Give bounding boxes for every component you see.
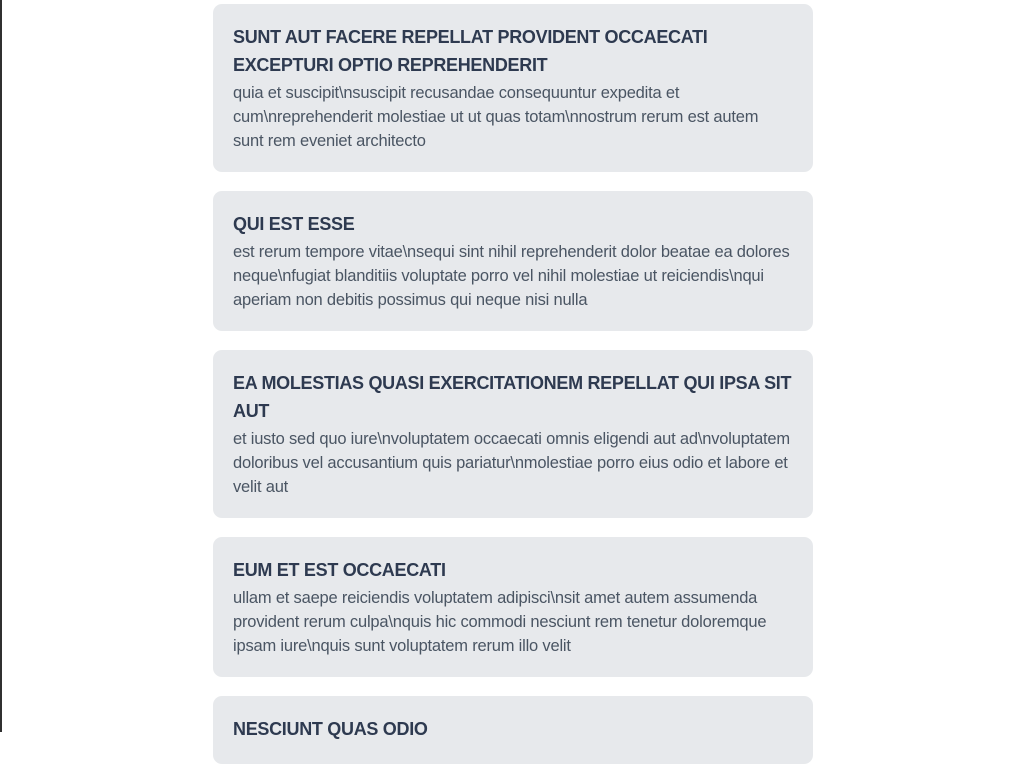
post-card	[213, 696, 813, 764]
post-title: QUI EST ESSE	[233, 214, 355, 234]
post-title: NESCIUNT QUAS ODIO	[233, 719, 428, 739]
post-body: est rerum tempore vitae\nsequi sint nihil reprehenderit dolor beatae ea dolores neque\nfugiat blanditiis voluptate porro vel nihil molestiae ut reiciendis\nqui aperiam non debitis possimus qui neque nisi nulla	[233, 243, 790, 309]
post-card	[213, 537, 813, 677]
post-title: EUM ET EST OCCAECATI	[233, 560, 446, 580]
post-card	[213, 191, 813, 331]
post-card	[213, 4, 813, 172]
post-card	[213, 350, 813, 518]
post-title: EA MOLESTIAS QUASI EXERCITATIONEM REPELLAT QUI IPSA SIT AUT	[233, 373, 792, 421]
posts-list	[213, 4, 813, 783]
post-body: ullam et saepe reiciendis voluptatem adipisci\nsit amet autem assumenda provident rerum culpa\nquis hic commodi nesciunt rem tenetur doloremque ipsam iure\nquis sunt voluptatem rerum illo velit	[233, 589, 767, 655]
post-body: et iusto sed quo iure\nvoluptatem occaecati omnis eligendi aut ad\nvoluptatem doloribus vel accusantium quis pariatur\nmolestiae porro eius odio et labore et velit aut	[233, 430, 790, 496]
post-title: SUNT AUT FACERE REPELLAT PROVIDENT OCCAECATI EXCEPTURI OPTIO REPREHENDERIT	[233, 27, 708, 75]
post-body: quia et suscipit\nsuscipit recusandae consequuntur expedita et cum\nreprehenderit molestiae ut ut quas totam\nnostrum rerum est autem sunt rem eveniet architecto	[233, 84, 759, 150]
window-left-border	[0, 0, 2, 732]
